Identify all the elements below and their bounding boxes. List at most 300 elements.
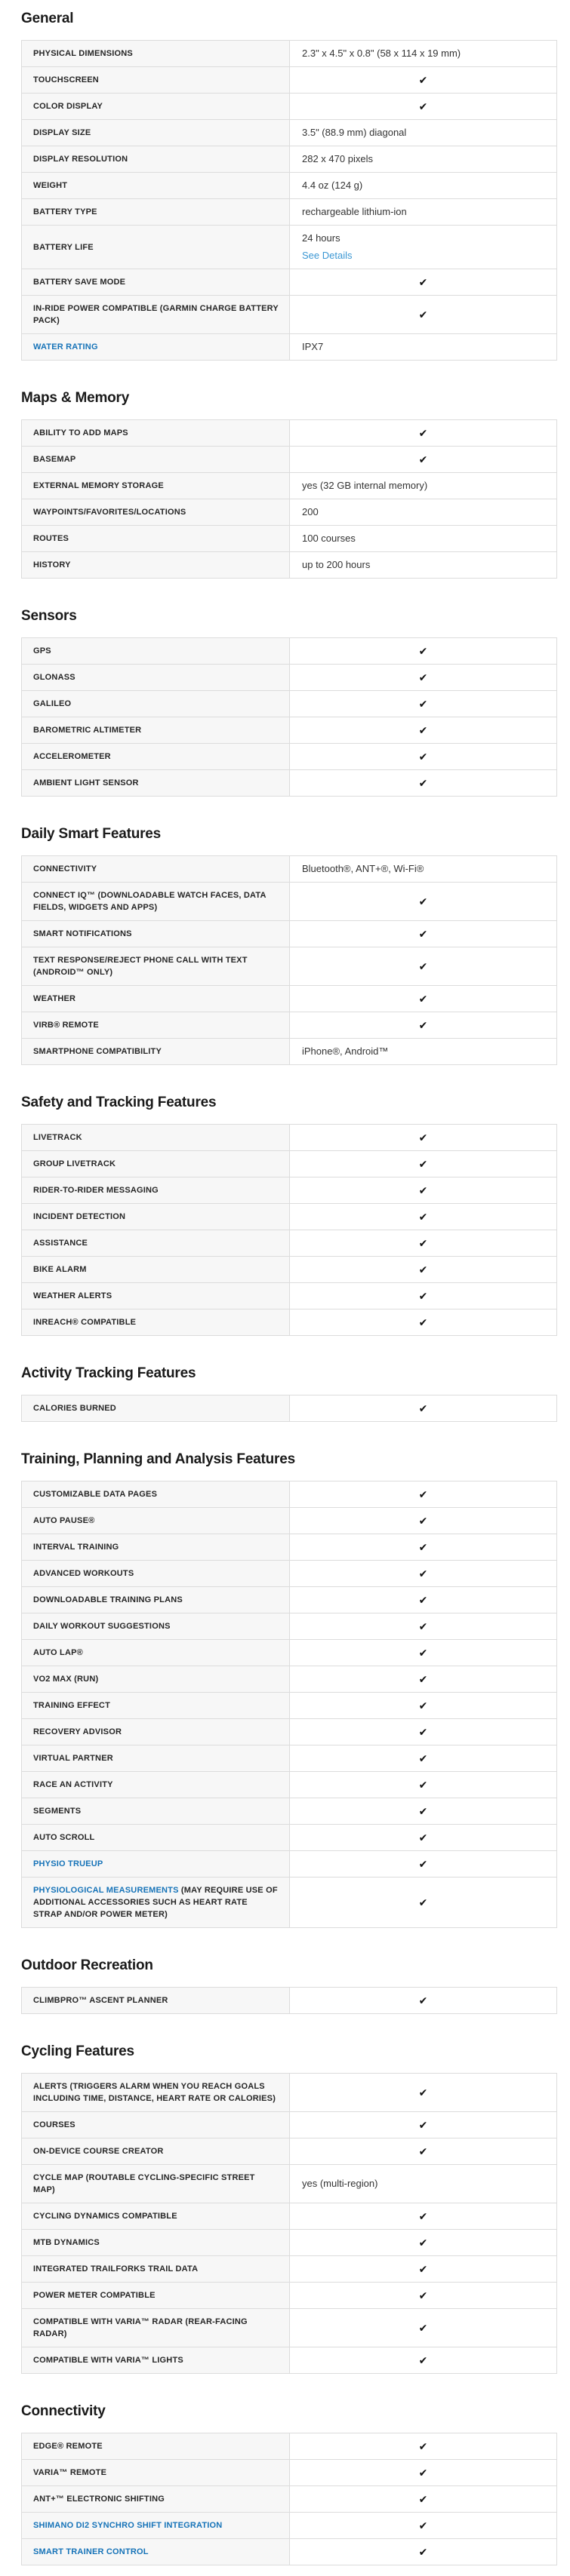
spec-row — [22, 743, 556, 769]
spec-value: 3.5" (88.9 mm) diagonal — [302, 127, 407, 138]
spec-value-cell — [290, 947, 556, 985]
spec-label-cell — [22, 1151, 290, 1177]
spec-value-cell — [290, 2074, 556, 2111]
spec-label-cell — [22, 770, 290, 796]
spec-row — [22, 1850, 556, 1877]
spec-label: SMARTPHONE COMPATIBILITY — [33, 1047, 162, 1056]
spec-row — [22, 93, 556, 119]
spec-label-cell — [22, 2256, 290, 2282]
check-icon: ✔ — [418, 895, 428, 907]
spec-value-cell — [290, 921, 556, 947]
spec-label: BATTERY LIFE — [33, 242, 94, 252]
spec-row — [22, 1012, 556, 1038]
spec-row — [22, 1125, 556, 1150]
spec-value: rechargeable lithium-ion — [302, 206, 407, 217]
spec-label — [33, 1858, 103, 1870]
spec-row — [22, 2111, 556, 2138]
spec-section — [21, 608, 557, 797]
spec-value-cell — [290, 173, 556, 198]
spec-value: 100 courses — [302, 533, 356, 544]
spec-label: RIDER-TO-RIDER MESSAGING — [33, 1186, 159, 1195]
spec-value-cell — [290, 1561, 556, 1586]
spec-row — [22, 2308, 556, 2347]
spec-row — [22, 638, 556, 664]
spec-value-cell — [290, 1508, 556, 1534]
spec-label: GLONASS — [33, 673, 75, 682]
spec-label-cell — [22, 2539, 290, 2565]
spec-row — [22, 882, 556, 920]
spec-label-link[interactable]: SMART TRAINER CONTROL — [33, 2547, 149, 2556]
spec-label: TEXT RESPONSE/REJECT PHONE CALL WITH TEXT (ANDROID™ ONLY) — [33, 956, 248, 977]
spec-section — [21, 1957, 557, 2014]
spec-value-cell — [290, 638, 556, 664]
spec-row — [22, 295, 556, 333]
spec-label-link[interactable]: SHIMANO DI2 SYNCHRO SHIFT INTEGRATION — [33, 2521, 223, 2530]
spec-value-cell — [290, 1309, 556, 1335]
spec-value-cell — [290, 2433, 556, 2459]
spec-value-cell — [290, 1534, 556, 1560]
spec-row — [22, 1988, 556, 2013]
spec-label: INCIDENT DETECTION — [33, 1212, 126, 1221]
spec-row — [22, 225, 556, 269]
spec-value-cell — [290, 691, 556, 717]
section-title: Activity Tracking Features — [21, 1365, 196, 1381]
check-icon: ✔ — [418, 1726, 428, 1738]
check-icon: ✔ — [418, 993, 428, 1005]
spec-row — [22, 1586, 556, 1613]
section-title: Cycling Features — [21, 2043, 134, 2059]
spec-section — [21, 1365, 557, 1422]
spec-label: BAROMETRIC ALTIMETER — [33, 726, 142, 735]
spec-label-cell — [22, 1230, 290, 1256]
check-icon: ✔ — [418, 2519, 428, 2531]
spec-row — [22, 920, 556, 947]
spec-value-cell — [290, 2203, 556, 2229]
check-icon: ✔ — [418, 2119, 428, 2131]
spec-label: SMART NOTIFICATIONS — [33, 929, 132, 938]
spec-label: VO2 MAX (RUN) — [33, 1675, 99, 1684]
spec-label: EDGE® REMOTE — [33, 2442, 103, 2451]
spec-section — [21, 2043, 557, 2374]
spec-row — [22, 66, 556, 93]
spec-label-cell — [22, 2486, 290, 2512]
spec-label-cell — [22, 1666, 290, 1692]
section-title: Training, Planning and Analysis Features — [21, 1451, 295, 1467]
spec-label-cell — [22, 883, 290, 920]
spec-label-cell — [22, 2165, 290, 2203]
check-icon: ✔ — [418, 1620, 428, 1632]
spec-label-cell — [22, 1561, 290, 1586]
spec-row — [22, 1877, 556, 1927]
spec-row — [22, 1771, 556, 1798]
spec-label: WEATHER ALERTS — [33, 1291, 112, 1300]
spec-label-cell — [22, 296, 290, 333]
spec-row — [22, 2485, 556, 2512]
spec-row — [22, 1560, 556, 1586]
spec-label: MTB DYNAMICS — [33, 2238, 100, 2247]
spec-label-cell — [22, 2347, 290, 2373]
check-icon: ✔ — [418, 2493, 428, 2505]
spec-label-cell — [22, 1508, 290, 1534]
check-icon: ✔ — [418, 74, 428, 86]
spec-label-cell — [22, 199, 290, 225]
check-icon: ✔ — [418, 1515, 428, 1527]
spec-label: AUTO SCROLL — [33, 1833, 95, 1842]
spec-value-cell — [290, 1851, 556, 1877]
check-icon: ✔ — [418, 2322, 428, 2334]
spec-value-cell — [290, 269, 556, 295]
spec-label: DAILY WORKOUT SUGGESTIONS — [33, 1622, 171, 1631]
spec-label: ON-DEVICE COURSE CREATOR — [33, 2147, 164, 2156]
spec-label-rest: (MAY REQUIRE USE OF ADDITIONAL ACCESSORIES SUCH AS HEART RATE STRAP AND/OR POWER METER) — [33, 1886, 278, 1919]
section-title: Outdoor Recreation — [21, 1957, 153, 1973]
spec-row — [22, 1177, 556, 1203]
spec-value-cell — [290, 717, 556, 743]
check-icon: ✔ — [418, 1858, 428, 1870]
spec-table — [21, 40, 557, 361]
spec-value-cell — [290, 856, 556, 882]
spec-row — [22, 947, 556, 985]
spec-row — [22, 2459, 556, 2485]
spec-label-cell — [22, 717, 290, 743]
spec-label-cell — [22, 1177, 290, 1203]
check-icon: ✔ — [418, 1673, 428, 1685]
check-icon: ✔ — [418, 2263, 428, 2275]
check-icon: ✔ — [418, 960, 428, 972]
spec-section — [21, 1451, 557, 1928]
see-details-link[interactable]: See Details — [302, 250, 353, 261]
spec-label: ALERTS (TRIGGERS ALARM WHEN YOU REACH GOALS INCLUDING TIME, DISTANCE, HEART RATE OR CALORIES) — [33, 2082, 276, 2103]
spec-label-cell — [22, 1988, 290, 2013]
spec-value-cell — [290, 1177, 556, 1203]
spec-value-cell — [290, 1125, 556, 1150]
check-icon: ✔ — [418, 1184, 428, 1196]
spec-table — [21, 419, 557, 579]
spec-label: CONNECT IQ™ (DOWNLOADABLE WATCH FACES, DATA FIELDS, WIDGETS AND APPS) — [33, 891, 267, 912]
spec-row — [22, 2138, 556, 2164]
check-icon: ✔ — [418, 2546, 428, 2558]
section-title: Safety and Tracking Features — [21, 1095, 217, 1110]
spec-row — [22, 119, 556, 146]
spec-label-cell — [22, 2112, 290, 2138]
spec-value-cell — [290, 1204, 556, 1230]
spec-value-cell — [290, 2230, 556, 2255]
spec-value-cell — [290, 2513, 556, 2538]
spec-label: ASSISTANCE — [33, 1239, 88, 1248]
spec-label: VIRTUAL PARTNER — [33, 1754, 113, 1763]
spec-label-cell — [22, 986, 290, 1012]
spec-value: IPX7 — [302, 341, 324, 352]
check-icon: ✔ — [418, 2467, 428, 2479]
spec-row — [22, 472, 556, 499]
spec-row — [22, 446, 556, 472]
spec-value-cell — [290, 41, 556, 66]
spec-row — [22, 1613, 556, 1639]
spec-value-cell — [290, 665, 556, 690]
spec-label-cell — [22, 2513, 290, 2538]
spec-row — [22, 717, 556, 743]
spec-sections — [21, 11, 557, 2565]
spec-value: 200 — [302, 506, 319, 517]
spec-label-cell — [22, 1798, 290, 1824]
spec-value: iPhone®, Android™ — [302, 1045, 389, 1057]
spec-value-cell — [290, 199, 556, 225]
spec-row — [22, 2512, 556, 2538]
spec-table — [21, 2433, 557, 2565]
check-icon: ✔ — [418, 1488, 428, 1500]
spec-label: PHYSICAL DIMENSIONS — [33, 49, 133, 58]
spec-label-cell — [22, 1613, 290, 1639]
check-icon: ✔ — [418, 724, 428, 736]
check-icon: ✔ — [418, 1647, 428, 1659]
check-icon: ✔ — [418, 751, 428, 763]
spec-section — [21, 390, 557, 579]
spec-row — [22, 2074, 556, 2111]
spec-value: 4.4 oz (124 g) — [302, 180, 363, 191]
spec-label: AUTO LAP® — [33, 1648, 83, 1657]
spec-label — [33, 341, 98, 353]
spec-label-cell — [22, 1395, 290, 1421]
spec-value-cell — [290, 1719, 556, 1745]
check-icon: ✔ — [418, 2440, 428, 2452]
spec-label-cell — [22, 744, 290, 769]
spec-label: AUTO PAUSE® — [33, 1516, 95, 1525]
spec-label-cell — [22, 334, 290, 360]
spec-row — [22, 41, 556, 66]
spec-label: COMPATIBLE WITH VARIA™ LIGHTS — [33, 2356, 183, 2365]
spec-label: AMBIENT LIGHT SENSOR — [33, 778, 139, 788]
spec-value-cell — [290, 2460, 556, 2485]
spec-value-cell — [290, 296, 556, 333]
spec-label-link[interactable]: PHYSIO TRUEUP — [33, 1859, 103, 1868]
spec-value-cell — [290, 883, 556, 920]
check-icon: ✔ — [418, 276, 428, 288]
spec-label: POWER METER COMPATIBLE — [33, 2291, 156, 2300]
check-icon: ✔ — [418, 1594, 428, 1606]
spec-label: CUSTOMIZABLE DATA PAGES — [33, 1490, 158, 1499]
spec-label: COMPATIBLE WITH VARIA™ RADAR (REAR-FACING RADAR) — [33, 2317, 248, 2338]
check-icon: ✔ — [418, 1831, 428, 1844]
check-icon: ✔ — [418, 1994, 428, 2006]
spec-value-cell — [290, 2283, 556, 2308]
spec-value-cell — [290, 1772, 556, 1798]
spec-label: HISTORY — [33, 560, 71, 570]
spec-label-cell — [22, 2074, 290, 2111]
spec-row — [22, 690, 556, 717]
spec-row — [22, 420, 556, 446]
check-icon: ✔ — [418, 1019, 428, 1031]
spec-label: DISPLAY RESOLUTION — [33, 155, 128, 164]
spec-value-cell — [290, 499, 556, 525]
spec-label-cell — [22, 2433, 290, 2459]
spec-label-cell — [22, 2203, 290, 2229]
check-icon: ✔ — [418, 671, 428, 683]
spec-label: INTERVAL TRAINING — [33, 1543, 119, 1552]
spec-label-link[interactable]: PHYSIOLOGICAL MEASUREMENTS — [33, 1886, 179, 1895]
spec-label-cell — [22, 526, 290, 551]
spec-row — [22, 2282, 556, 2308]
spec-value-cell — [290, 744, 556, 769]
spec-label: BASEMAP — [33, 455, 76, 464]
spec-value-cell — [290, 1988, 556, 2013]
spec-label-cell — [22, 447, 290, 472]
spec-label: BATTERY TYPE — [33, 207, 97, 216]
check-icon: ✔ — [418, 1805, 428, 1817]
spec-table — [21, 1395, 557, 1422]
spec-row — [22, 2203, 556, 2229]
check-icon: ✔ — [418, 2237, 428, 2249]
spec-label-cell — [22, 1257, 290, 1282]
spec-label: RECOVERY ADVISOR — [33, 1727, 122, 1736]
spec-row — [22, 2255, 556, 2282]
check-icon: ✔ — [418, 2210, 428, 2222]
spec-label-cell — [22, 921, 290, 947]
check-icon: ✔ — [418, 2086, 428, 2099]
spec-row — [22, 664, 556, 690]
spec-row — [22, 269, 556, 295]
spec-label-cell — [22, 173, 290, 198]
spec-label-cell — [22, 1012, 290, 1038]
spec-value-cell — [290, 770, 556, 796]
spec-row — [22, 1745, 556, 1771]
spec-label: TOUCHSCREEN — [33, 75, 99, 84]
spec-label: GROUP LIVETRACK — [33, 1159, 116, 1168]
check-icon: ✔ — [418, 1263, 428, 1276]
spec-label-cell — [22, 2138, 290, 2164]
spec-label-cell — [22, 120, 290, 146]
spec-label: BIKE ALARM — [33, 1265, 87, 1274]
spec-row — [22, 1203, 556, 1230]
spec-table — [21, 2073, 557, 2374]
check-icon: ✔ — [418, 1896, 428, 1908]
section-title: Daily Smart Features — [21, 826, 162, 842]
spec-label-cell — [22, 146, 290, 172]
spec-label-cell — [22, 856, 290, 882]
spec-label: ACCELEROMETER — [33, 752, 111, 761]
spec-label: CALORIES BURNED — [33, 1404, 116, 1413]
spec-value-cell — [290, 1825, 556, 1850]
spec-label: IN-RIDE POWER COMPATIBLE (GARMIN CHARGE BATTERY PACK) — [33, 304, 279, 325]
spec-value-cell — [290, 1745, 556, 1771]
spec-row — [22, 1038, 556, 1064]
spec-label-cell — [22, 1534, 290, 1560]
spec-label: CYCLE MAP (ROUTABLE CYCLING-SPECIFIC STREET MAP) — [33, 2173, 255, 2194]
spec-label: LIVETRACK — [33, 1133, 82, 1142]
check-icon: ✔ — [418, 1290, 428, 1302]
spec-value: up to 200 hours — [302, 559, 371, 570]
spec-table — [21, 1987, 557, 2014]
spec-value-cell — [290, 1257, 556, 1282]
spec-value: yes (32 GB internal memory) — [302, 480, 428, 491]
spec-value-cell — [290, 120, 556, 146]
spec-label-cell — [22, 226, 290, 269]
spec-row — [22, 1534, 556, 1560]
spec-value-cell — [290, 2309, 556, 2347]
spec-value-cell — [290, 2112, 556, 2138]
spec-row — [22, 333, 556, 360]
spec-label-cell — [22, 1719, 290, 1745]
spec-label-cell — [22, 94, 290, 119]
spec-value-cell — [290, 1613, 556, 1639]
check-icon: ✔ — [418, 427, 428, 439]
spec-label: DOWNLOADABLE TRAINING PLANS — [33, 1595, 183, 1604]
spec-value-cell — [290, 1012, 556, 1038]
spec-label — [33, 2519, 222, 2531]
check-icon: ✔ — [418, 453, 428, 465]
spec-label-cell — [22, 2309, 290, 2347]
spec-value-cell — [290, 473, 556, 499]
spec-row — [22, 198, 556, 225]
check-icon: ✔ — [418, 1237, 428, 1249]
section-title: Sensors — [21, 608, 77, 624]
spec-row — [22, 1824, 556, 1850]
spec-row — [22, 499, 556, 525]
spec-value-cell — [290, 2256, 556, 2282]
spec-value-cell — [290, 2138, 556, 2164]
spec-value: 24 hours — [302, 232, 340, 244]
section-title: Maps & Memory — [21, 390, 130, 406]
spec-value-cell — [290, 1798, 556, 1824]
spec-label: COLOR DISPLAY — [33, 102, 103, 111]
spec-value-cell — [290, 1230, 556, 1256]
spec-value-cell — [290, 2486, 556, 2512]
check-icon: ✔ — [418, 1752, 428, 1764]
spec-label-cell — [22, 1825, 290, 1850]
spec-label: SEGMENTS — [33, 1807, 82, 1816]
spec-row — [22, 1481, 556, 1507]
spec-label-cell — [22, 691, 290, 717]
spec-label-cell — [22, 1204, 290, 1230]
spec-label: ADVANCED WORKOUTS — [33, 1569, 134, 1578]
spec-label-cell — [22, 1481, 290, 1507]
spec-value-cell — [290, 2165, 556, 2203]
spec-label-cell — [22, 41, 290, 66]
spec-value-cell — [290, 447, 556, 472]
spec-row — [22, 1395, 556, 1421]
spec-label-cell — [22, 67, 290, 93]
spec-label-cell — [22, 473, 290, 499]
spec-label: INREACH® COMPATIBLE — [33, 1318, 137, 1327]
spec-row — [22, 1309, 556, 1335]
spec-label: ABILITY TO ADD MAPS — [33, 428, 128, 438]
check-icon: ✔ — [418, 777, 428, 789]
spec-row — [22, 856, 556, 882]
spec-label: BATTERY SAVE MODE — [33, 278, 126, 287]
spec-label: GALILEO — [33, 699, 72, 708]
spec-value-cell — [290, 1481, 556, 1507]
spec-value-cell — [290, 1151, 556, 1177]
spec-row — [22, 146, 556, 172]
spec-row — [22, 1256, 556, 1282]
spec-label: GPS — [33, 646, 51, 656]
spec-row — [22, 1150, 556, 1177]
check-icon: ✔ — [418, 1316, 428, 1328]
spec-label: ROUTES — [33, 534, 69, 543]
spec-label-cell — [22, 638, 290, 664]
spec-value-cell — [290, 1395, 556, 1421]
check-icon: ✔ — [418, 645, 428, 657]
spec-row — [22, 2229, 556, 2255]
spec-value-cell — [290, 526, 556, 551]
spec-label-cell — [22, 947, 290, 985]
spec-label-link[interactable]: WATER RATING — [33, 342, 98, 352]
spec-value-cell — [290, 1587, 556, 1613]
spec-label: CLIMBPRO™ ASCENT PLANNER — [33, 1996, 168, 2005]
check-icon: ✔ — [418, 1211, 428, 1223]
spec-label: INTEGRATED TRAILFORKS TRAIL DATA — [33, 2264, 199, 2274]
spec-label: WAYPOINTS/FAVORITES/LOCATIONS — [33, 508, 186, 517]
spec-value: 282 x 470 pixels — [302, 153, 373, 164]
